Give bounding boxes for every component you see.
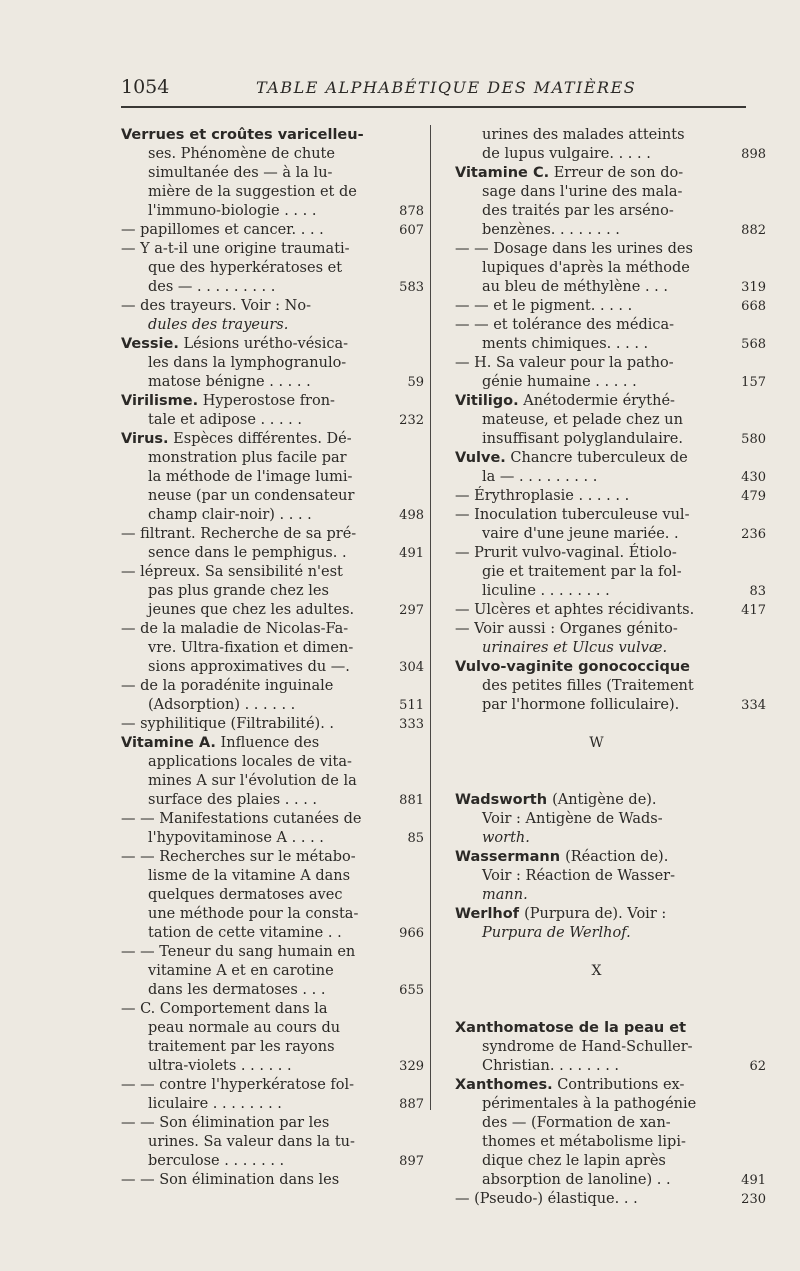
page-reference: 334 [741,698,766,713]
entry-text: Xanthomes. Contributions ex- [455,1077,685,1093]
entry-text: ments chimiques. . . . . [482,336,649,352]
index-entry-line [121,1038,404,1057]
entry-text: mière de la suggestion et de [148,184,357,200]
index-entry-line [121,1133,404,1152]
running-title: TABLE ALPHABÉTIQUE DES MATIÈRES [256,78,637,97]
index-entry-line [455,658,738,677]
entry-text: lisme de la vitamine A dans [148,868,351,884]
index-entry-line [121,354,404,373]
entry-text: tation de cette vitamine . . [148,925,342,941]
index-entry-line [455,791,738,810]
entry-text: — Voir aussi : Organes génito- [455,621,678,637]
entry-text: dans les dermatoses . . . [148,982,326,998]
entry-text: simultanée des — à la lu- [148,165,333,181]
entry-text: tale et adipose . . . . . [148,412,303,428]
entry-text: une méthode pour la consta- [148,906,359,922]
page-reference: 430 [741,470,766,485]
header-rule [121,106,746,108]
entry-text: périmentales à la pathogénie [482,1096,697,1112]
column-divider [430,125,431,1110]
entry-text: mateuse, et pelade chez un [482,412,683,428]
index-entry-line [455,278,766,297]
index-entry-line [455,886,738,905]
entry-text: Vulvo-vaginite gonococcique [455,659,691,675]
entry-text: Vulve. Chancre tuberculeux de [455,450,688,466]
page-reference: 966 [399,926,424,941]
page-reference: 898 [741,147,766,162]
entry-text: par l'hormone folliculaire). [482,697,680,713]
entry-text: — filtrant. Recherche de sa pré- [121,526,357,542]
index-entry-line [121,145,404,164]
entry-text: matose bénigne . . . . . [148,374,311,390]
entry-text: urines des malades atteints [482,127,685,143]
index-entry-line [455,354,738,373]
entry-text: — — Recherches sur le métabo- [121,849,356,865]
entry-text: l'hypovitaminose A . . . . [148,830,324,846]
index-entry-line [455,829,738,848]
entry-text: — des trayeurs. Voir : No- [121,298,311,314]
entry-text: monstration plus facile par [148,450,347,466]
index-entry-line [455,449,738,468]
page-number: 1054 [121,76,170,98]
index-entry-line [121,563,404,582]
entry-text: urines. Sa valeur dans la tu- [148,1134,355,1150]
index-entry-line [121,601,424,620]
page-reference: 668 [741,299,766,314]
entry-text: absorption de lanoline) . . [482,1172,671,1188]
index-entry-line [455,430,766,449]
section-gap [455,715,738,734]
entry-text: — — Dosage dans les urines des [455,241,693,257]
entry-text: Voir : Antigène de Wads- [482,811,663,827]
page-reference: 568 [741,337,766,352]
entry-text: Voir : Réaction de Wasser- [482,868,676,884]
entry-text: insuffisant polyglandulaire. [482,431,683,447]
section-letter: X [591,963,602,979]
index-entry-line [455,582,766,601]
index-entry-line [121,202,424,221]
entry-text: champ clair-noir) . . . . [148,507,312,523]
page-reference: 887 [399,1097,424,1112]
index-entry-line [121,677,404,696]
index-entry-line [121,981,424,1000]
index-entry-line [121,772,404,791]
entry-text: — C. Comportement dans la [121,1001,328,1017]
index-entry-line [455,297,766,316]
page-reference: 607 [399,223,424,238]
index-entry-line [455,145,766,164]
page-reference: 491 [741,1173,766,1188]
entry-text: Vitiligo. Anétodermie érythé- [455,393,675,409]
page-reference: 236 [741,527,766,542]
entry-text: des — . . . . . . . . . [148,279,276,295]
index-entry-line [455,677,738,696]
index-entry-line [455,1095,738,1114]
index-entry-line [121,639,404,658]
index-entry-line [121,582,404,601]
index-entry-line [455,183,738,202]
entry-text: traitement par les rayons [148,1039,335,1055]
entry-text: applications locales de vita- [148,754,352,770]
index-entry-line [121,430,404,449]
index-entry-line [121,316,404,335]
entry-text: ultra-violets . . . . . . [148,1058,292,1074]
page-reference: 479 [741,489,766,504]
entry-text: Purpura de Werlhof. [482,925,631,941]
entry-text: vaire d'une jeune mariée. . [482,526,679,542]
index-entry-line [121,658,424,677]
entry-text: des traités par les arséno- [482,203,674,219]
index-entry-line [455,810,738,829]
page-reference: 583 [399,280,424,295]
entry-text: — H. Sa valeur pour la patho- [455,355,674,371]
index-entry-line [455,1038,738,1057]
entry-text: génie humaine . . . . . [482,374,637,390]
index-entry-line [121,335,404,354]
index-entry-line [455,563,738,582]
index-entry-line [121,487,404,506]
entry-text: (Adsorption) . . . . . . [148,697,296,713]
entry-text: sence dans le pemphigus. . [148,545,347,561]
entry-text: Vitamine C. Erreur de son do- [455,165,684,181]
entry-text: berculose . . . . . . . [148,1153,285,1169]
entry-text: Verrues et croûtes varicelleu- [121,127,364,143]
index-entry-line [455,905,738,924]
index-entry-line [121,449,404,468]
index-entry-line [121,696,424,715]
index-entry-line [121,791,424,810]
entry-text: neuse (par un condensateur [148,488,355,504]
page-reference: 511 [399,698,424,713]
index-entry-line [121,620,404,639]
entry-text: — de la poradénite inguinale [121,678,334,694]
entry-text: — — Son élimination dans les [121,1172,340,1188]
entry-text: mann. [482,887,528,903]
index-entry-line [455,126,738,145]
index-entry-line [455,487,766,506]
index-entry-line [455,1190,766,1209]
entry-text: — papillomes et cancer. . . . [121,222,324,238]
page-reference: 333 [399,717,424,732]
entry-text: au bleu de méthylène . . . [482,279,668,295]
entry-text: liculine . . . . . . . . [482,583,610,599]
index-entry-line [121,924,424,943]
entry-text: lupiques d'après la méthode [482,260,690,276]
index-entry-line [455,411,738,430]
index-entry-line [121,468,404,487]
page-reference: 878 [399,204,424,219]
index-entry-line [121,1057,424,1076]
index-entry-line [455,601,766,620]
page-reference: 83 [749,584,766,599]
index-entry-line [455,1171,766,1190]
entry-text: — syphilitique (Filtrabilité). . [121,716,335,732]
entry-text: — Inoculation tuberculeuse vul- [455,507,690,523]
index-entry-line [455,639,738,658]
entry-text: de lupus vulgaire. . . . . [482,146,651,162]
page-reference: 62 [749,1059,766,1074]
index-entry-line [121,848,404,867]
entry-text: — — et le pigment. . . . . [455,298,633,314]
index-entry-line [455,1152,738,1171]
index-entry-line [455,392,738,411]
page-reference: 85 [407,831,424,846]
index-entry-line [455,240,738,259]
index-entry-line [121,221,424,240]
entry-text: — Ulcères et aphtes récidivants. [455,602,695,618]
index-entry-line [121,905,404,924]
entry-text: urinaires et Ulcus vulvæ. [482,640,668,656]
index-entry-line [455,373,766,392]
entry-text: — — et tolérance des médica- [455,317,675,333]
index-entry-line [121,753,404,772]
entry-text: sage dans l'urine des mala- [482,184,683,200]
index-entry-line [121,943,404,962]
page-reference: 882 [741,223,766,238]
index-entry-line [121,259,404,278]
index-entry-line [455,848,738,867]
entry-text: des petites filles (Traitement [482,678,694,694]
entry-text: — — contre l'hyperkératose fol- [121,1077,355,1093]
index-entry-line [455,867,738,886]
entry-text: Christian. . . . . . . . [482,1058,620,1074]
entry-text: l'immuno-biologie . . . . [148,203,317,219]
entry-text: — — Manifestations cutanées de [121,811,362,827]
entry-text: — de la maladie de Nicolas-Fa- [121,621,349,637]
entry-text: — — Teneur du sang humain en [121,944,356,960]
page-reference: 580 [741,432,766,447]
entry-text: peau normale au cours du [148,1020,341,1036]
index-entry-line [455,1019,738,1038]
entry-text: Werlhof (Purpura de). Voir : [455,906,667,922]
entry-text: vre. Ultra-fixation et dimen- [148,640,354,656]
entry-text: la — . . . . . . . . . [482,469,598,485]
entry-text: — Y a-t-il une origine traumati- [121,241,350,257]
entry-text: que des hyperkératoses et [148,260,343,276]
index-entry-line [455,316,738,335]
page-reference: 232 [399,413,424,428]
index-entry-line [121,1095,424,1114]
page-reference: 329 [399,1059,424,1074]
page-reference: 230 [741,1192,766,1207]
index-entry-line [455,468,766,487]
entry-text: quelques dermatoses avec [148,887,343,903]
index-entry-line [121,962,404,981]
entry-text: — Prurit vulvo-vaginal. Étiolo- [455,545,677,561]
index-entry-line [121,126,404,145]
index-entry-line [121,867,404,886]
section-gap [455,753,738,791]
index-entry-line [121,164,404,183]
entry-text: surface des plaies . . . . [148,792,318,808]
page-header [121,76,746,102]
left-column [121,126,424,1190]
index-entry-line [455,924,738,943]
entry-text: dique chez le lapin après [482,1153,666,1169]
index-entry-line [455,259,738,278]
index-entry-line [455,221,766,240]
page-reference: 491 [399,546,424,561]
entry-text: benzènes. . . . . . . . [482,222,620,238]
index-entry-line [121,297,404,316]
page-reference: 498 [399,508,424,523]
index-entry-line [121,544,424,563]
entry-text: gie et traitement par la fol- [482,564,682,580]
section-gap [455,981,738,1019]
entry-text: pas plus grande chez les [148,583,329,599]
index-entry-line [121,1114,404,1133]
index-entry-line [455,1057,766,1076]
right-column [455,126,766,1209]
index-entry-line [121,1171,404,1190]
index-entry-line [121,525,404,544]
entry-text: — Érythroplasie . . . . . . [455,488,630,504]
page-reference: 157 [741,375,766,390]
index-entry-line [455,696,766,715]
index-entry-line [121,1076,404,1095]
entry-text: Wadsworth (Antigène de). [455,792,657,808]
entry-text: liculaire . . . . . . . . [148,1096,282,1112]
index-entry-line [121,886,404,905]
entry-text: syndrome de Hand-Schuller- [482,1039,693,1055]
index-entry-line [121,829,424,848]
page-reference: 655 [399,983,424,998]
index-entry-line [121,506,424,525]
page-reference: 881 [399,793,424,808]
index-entry-line [121,1000,404,1019]
entry-text: Vessie. Lésions urétho-vésica- [121,336,349,352]
index-entry-line [455,202,738,221]
page-reference: 897 [399,1154,424,1169]
index-entry-line [121,373,424,392]
section-letter: W [589,735,604,751]
index-entry-line [455,525,766,544]
index-entry-line [121,1152,424,1171]
index-entry-line [121,411,424,430]
entry-text: vitamine A et en carotine [148,963,334,979]
index-entry-line [121,278,424,297]
index-entry-line [455,1076,738,1095]
page-reference: 417 [741,603,766,618]
index-entry-line [121,810,404,829]
entry-text: ses. Phénomène de chute [148,146,335,162]
index-entry-line [121,183,404,202]
page-reference: 59 [407,375,424,390]
entry-text: la méthode de l'image lumi- [148,469,353,485]
index-entry-line [121,715,424,734]
index-entry-line [455,544,738,563]
entry-text: — — Son élimination par les [121,1115,330,1131]
index-entry-line [455,1114,738,1133]
index-entry-line [121,734,404,753]
entry-text: Virus. Espèces différentes. Dé- [121,431,352,447]
index-entry-line [455,506,738,525]
entry-text: Virilisme. Hyperostose fron- [121,393,335,409]
entry-text: worth. [482,830,530,846]
page-reference: 319 [741,280,766,295]
entry-text: — (Pseudo-) élastique. . . [455,1191,638,1207]
index-entry-line [121,1019,404,1038]
page-reference: 297 [399,603,424,618]
entry-text: Vitamine A. Influence des [121,735,320,751]
section-gap [455,943,738,962]
index-entry-line [455,335,766,354]
entry-text: Xanthomatose de la peau et [455,1020,687,1036]
entry-text: mines A sur l'évolution de la [148,773,357,789]
entry-text: jeunes que chez les adultes. [148,602,355,618]
index-entry-line [121,240,404,259]
entry-text: — lépreux. Sa sensibilité n'est [121,564,343,580]
entry-text: sions approximatives du —. [148,659,350,675]
index-entry-line [455,620,738,639]
entry-text: les dans la lymphogranulo- [148,355,347,371]
index-entry-line [121,392,404,411]
index-entry-line [455,164,738,183]
entry-text: thomes et métabolisme lipi- [482,1134,686,1150]
entry-text: dules des trayeurs. [148,317,289,333]
entry-text: des — (Formation de xan- [482,1115,671,1131]
index-entry-line [455,1133,738,1152]
page-reference: 304 [399,660,424,675]
entry-text: Wassermann (Réaction de). [455,849,669,865]
